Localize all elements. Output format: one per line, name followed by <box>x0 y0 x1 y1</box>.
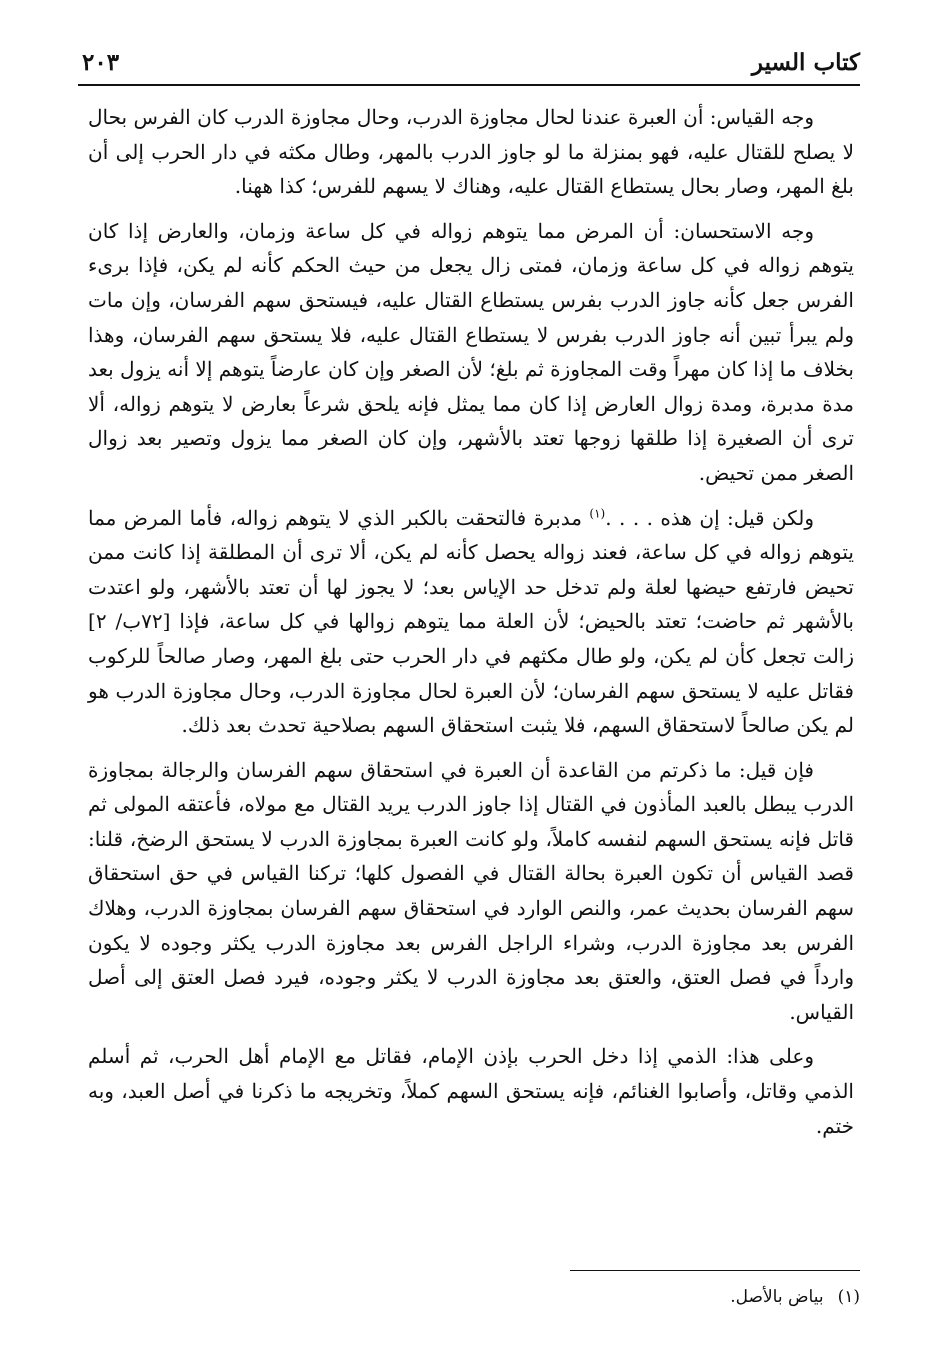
paragraph-objection-rest: مدبرة فالتحقت بالكبر الذي لا يتوهم زواله، فأما المرض مما يتوهم زواله في كل ساعة، فعند زواله يحصل كأنه لم يكن، ألا ترى أن المطلقة إذا كانت ممن تحيض فارتفع حيضها لعلة ولم تدخل حد الإياس بعد؛ لا يجوز لها أن تعتد بالأشهر، ولو اعتدت بالأشهر ثم حاضت؛ تعتد بالحيض؛ لأن العلة مما يتوهم زوالها في كل ساعة، فإذا [٧٢ب/ ٢] زالت تجعل كأن لم يكن، ولو طال مكثهم في دار الحرب حتى بلغ المهر، وصار صالحاً للركوب فقاتل عليه لا يستحق سهم الفرسان؛ لأن العبرة لحال مجاوزة الدرب، وحال مجاوزة الدرب هو لم يكن صالحاً لاستحقاق السهم، فلا يثبت استحقاق السهم بصلاحية تحدث بعد ذلك. <box>88 505 854 738</box>
main-text <box>88 100 854 1153</box>
paragraph-objection <box>88 501 854 743</box>
running-title: كتاب السير <box>751 49 860 76</box>
paragraph-istihsan: وجه الاستحسان: أن المرض مما يتوهم زواله في كل ساعة وزمان، والعارض إذا كان يتوهم زواله في كل ساعة وزمان، فمتى زال يجعل من حيث الحكم كأنه لم يكن، فإذا برىء الفرس جعل كأنه جاوز الدرب بفرس يستطاع القتال عليه، فيستحق سهم الفرسان، وإن مات ولم يبرأ تبين أنه جاوز الدرب بفرس لا يستطاع القتال عليه، فلا يستحق سهم الفرسان، وهذا بخلاف ما إذا كان مهراً وقت المجاوزة ثم بلغ؛ لأن الصغر وإن كان عارضاً يتوهم إلا أنه يزول بعد مدة مدبرة، ومدة زوال العارض إذا كان مما يمثل فإنه يلحق شرعاً بعارض لا يتوهم زواله، ألا ترى أن الصغيرة إذا طلقها زوجها تعتد بالأشهر، وإن كان الصغر مما يزول وتصير بعد زوال الصغر ممن تحيض. <box>87 218 854 485</box>
footnote-text: بياض بالأصل. <box>730 1287 824 1307</box>
paragraph-qiyas: وجه القياس: أن العبرة عندنا لحال مجاوزة الدرب، وحال مجاوزة الدرب كان الفرس بحال لا يصلح للقتال عليه، فهو بمنزلة ما لو جاوز الدرب بالمهر، وطال مكثه في دار الحرب إلى أن بلغ المهر، وصار بحال يستطاع القتال عليه، وهناك لا يسهم للفرس؛ كذا ههنا. <box>88 105 854 199</box>
header-rule <box>78 84 860 86</box>
paragraph-objection-start: ولكن قيل: إن هذه . . . . <box>605 505 815 530</box>
footnote-reference: (١) <box>589 505 606 520</box>
paragraph-question: فإن قيل: ما ذكرتم من القاعدة أن العبرة في استحقاق سهم الفرسان والرجالة بمجاوزة الدرب يبطل بالعبد المأذون في القتال إذا جاوز الدرب يريد القتال مع مولاه، فأعتقه المولى ثم قاتل فإنه يستحق السهم لنفسه كاملاً، ولو كانت العبرة بمجاوزة الدرب لا يستحق الرضخ، قلنا: قصد القياس أن تكون العبرة بحالة القتال في الفصول كلها؛ تركنا القياس في حق استحقاق سهم الفرسان بحديث عمر، والنص الوارد في استحقاق سهم الفرسان بمجاوزة الدرب، وهلاك الفرس بعد مجاوزة الدرب، وشراء الراجل الفرس بعد مجاوزة الدرب يكثر وجوده لا يكون وارداً في فصل العتق، والعتق بعد مجاوزة الدرب لا يكثر وجوده، فيرد فصل العتق إلى أصل القياس. <box>88 757 854 1024</box>
paragraph-dhimmi: وعلى هذا: الذمي إذا دخل الحرب بإذن الإمام، فقاتل مع الإمام أهل الحرب، ثم أسلم الذمي وقاتل، وأصابوا الغنائم، فإنه يستحق السهم كملاً، وتخريجه ما ذكرنا في أصل العبد، وبه ختم. <box>88 1044 854 1138</box>
footnote-rule <box>570 1270 860 1271</box>
page-header <box>82 38 860 78</box>
page-number: ٢٠٣ <box>82 49 120 76</box>
footnote-number: (١) <box>837 1287 860 1307</box>
footnote <box>88 1284 860 1310</box>
